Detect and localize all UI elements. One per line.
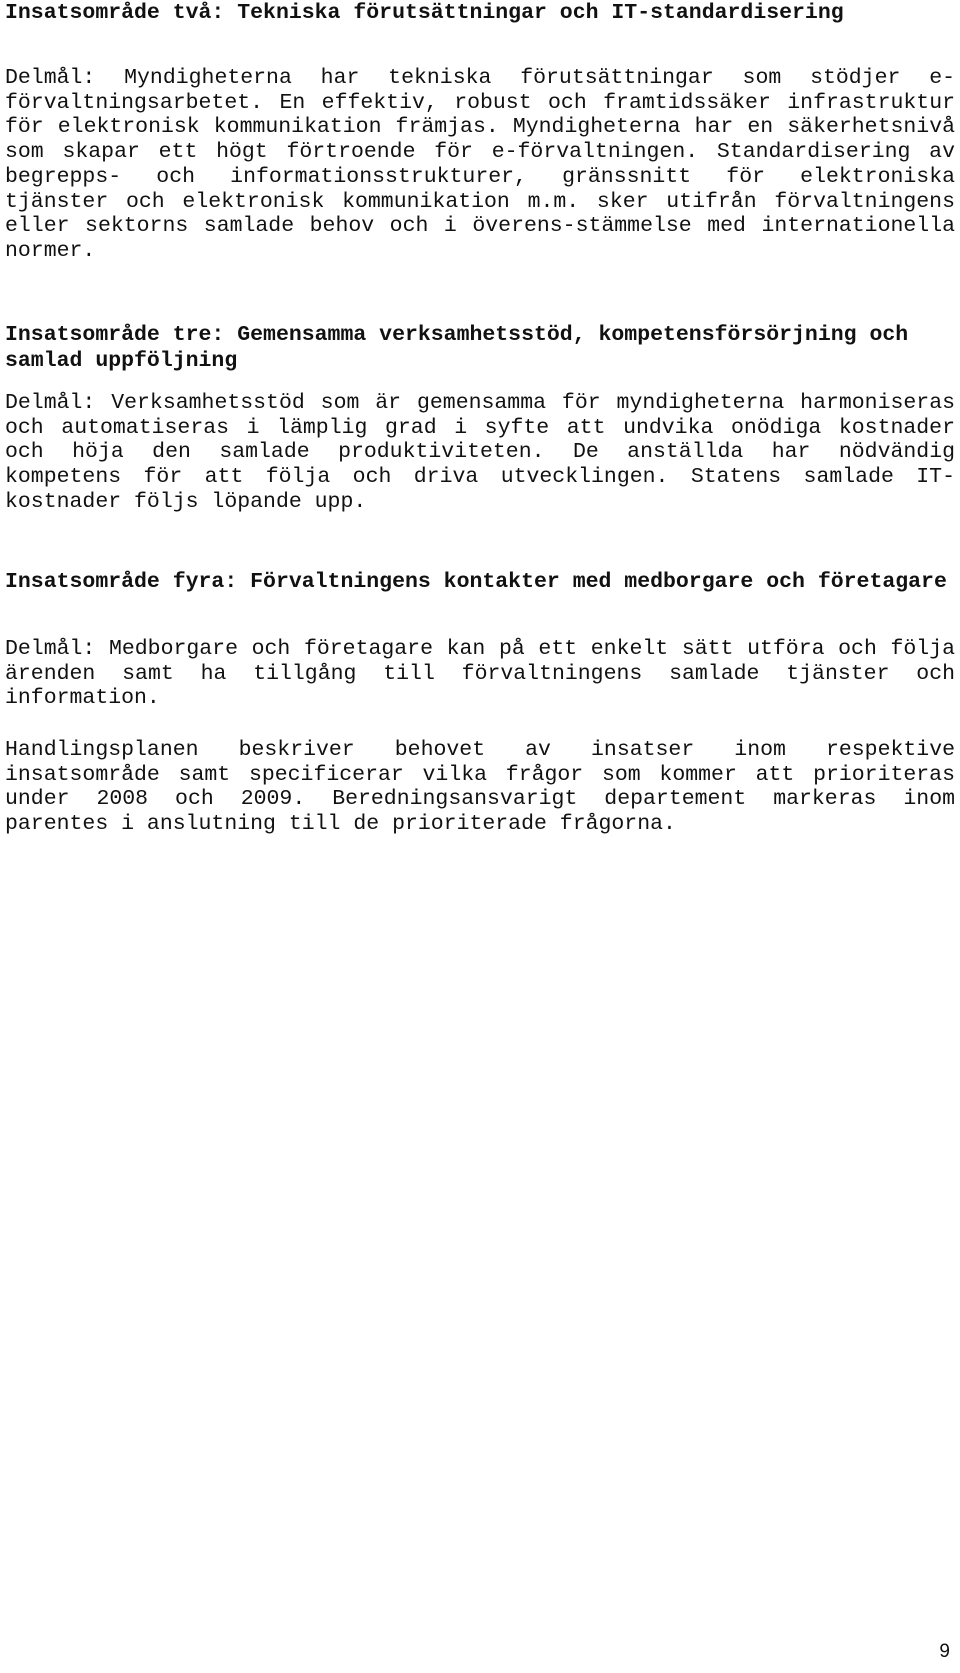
section-body-insatsomrade-fyra: Delmål: Medborgare och företagare kan på ett enkelt sätt utföra och följa ärenden samt ha tillgång till förvaltningens samlade tjänster och information. bbox=[5, 637, 955, 711]
page-number: 9 bbox=[939, 1641, 950, 1662]
section-heading-insatsomrade-tva: Insatsområde två: Tekniska förutsättningar och IT-standardisering bbox=[5, 1, 844, 25]
closing-paragraph: Handlingsplanen beskriver behovet av insatser inom respektive insatsområde samt specificerar vilka frågor som kommer att prioriteras under 2008 och 2009. Beredningsansvarigt departement markeras inom parentes i anslutning till de prioriterade frågorna. bbox=[5, 738, 955, 837]
section-heading-insatsomrade-fyra: Insatsområde fyra: Förvaltningens kontakter med medborgare och företagare bbox=[5, 570, 947, 594]
section-body-insatsomrade-tva: Delmål: Myndigheterna har tekniska förutsättningar som stödjer e-förvaltningsarbetet. En effektiv, robust och framtidssäker infrastruktur för elektronisk kommunikation främjas. Myndigheterna har en säkerhetsnivå som skapar ett högt förtroende för e-förvaltningen. Standardisering av begrepps- och informationsstrukturer, gränssnitt för elektroniska tjänster och elektronisk kommunikation m.m. sker utifrån förvaltningens eller sektorns samlade behov och i överens-stämmelse med internationella normer. bbox=[5, 66, 955, 263]
section-body-insatsomrade-tre: Delmål: Verksamhetsstöd som är gemensamma för myndigheterna harmoniseras och automatiseras i lämplig grad i syfte att undvika onödiga kostnader och höja den samlade produktiviteten. De anställda har nödvändig kompetens för att följa och driva utvecklingen. Statens samlade IT-kostnader följs löpande upp. bbox=[5, 391, 955, 514]
section-heading-insatsomrade-tre: Insatsområde tre: Gemensamma verksamhetsstöd, kompetensförsörjning och samlad uppföljning bbox=[5, 323, 909, 373]
